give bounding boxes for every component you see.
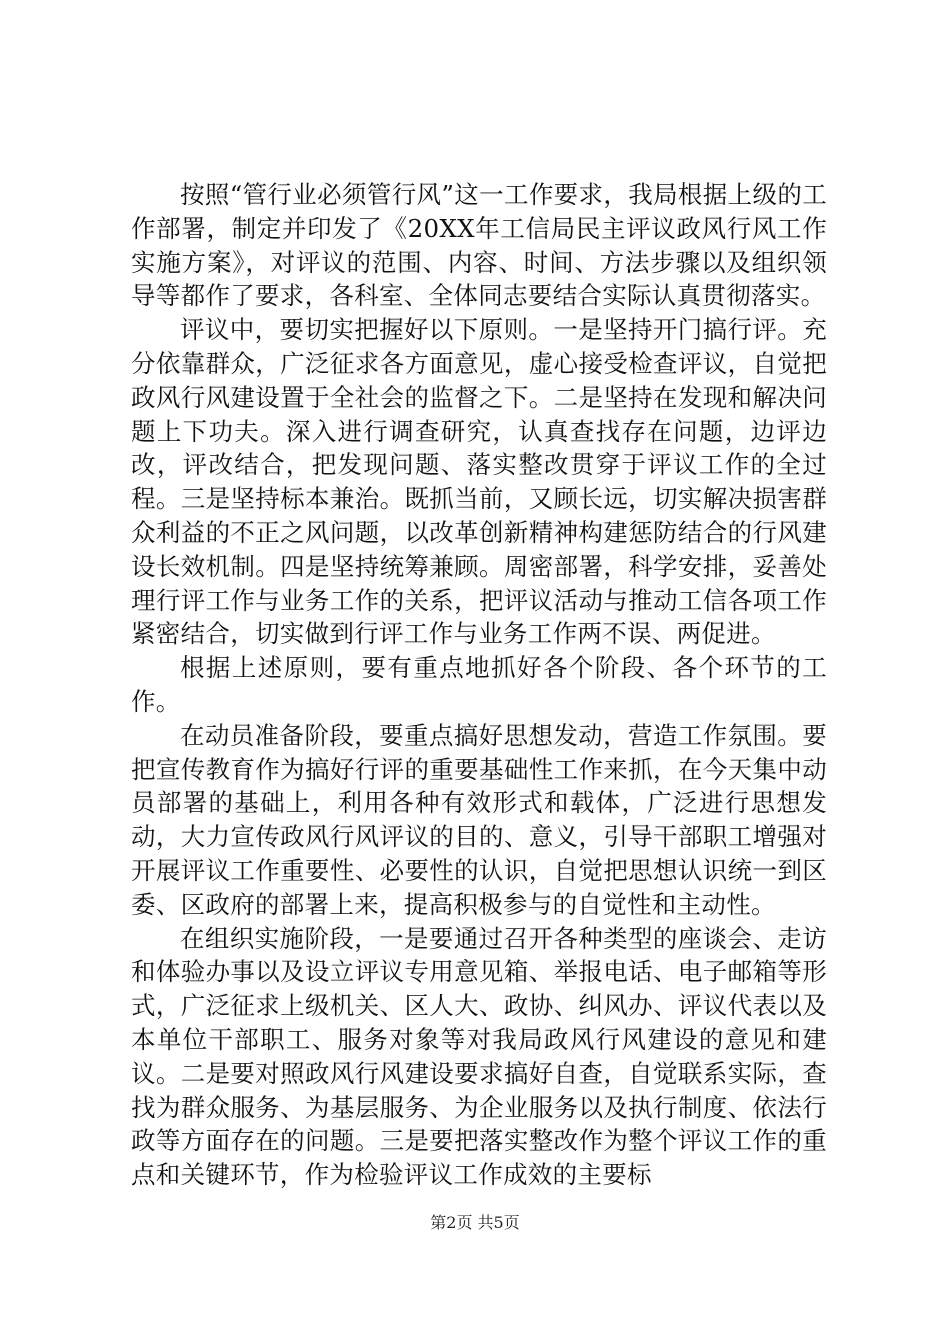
paragraph-2: 评议中，要切实把握好以下原则。一是坚持开门搞行评。充分依靠群众，广泛征求各方面意见，虚心接受检查评议，自觉把政风行风建设置于全社会的监督之下。二是坚持在发现和解决问题上下功夫。深入进行调查研究，认真查找存在问题，边评边改，评改结合，把发现问题、落实整改贯穿于评议工作的全过程。三是坚持标本兼治。既抓当前，又顾长远，切实解决损害群众利益的不正之风问题，以改革创新精神构建惩防结合的行风建设长效机制。四是坚持统筹兼顾。周密部署，科学安排，妥善处理行评工作与业务工作的关系，把评议活动与推动工信各项工作紧密结合，切实做到行评工作与业务工作两不误、两促进。 xyxy=(131,315,827,649)
paragraph-4: 在动员准备阶段，要重点搞好思想发动，营造工作氛围。要把宣传教育作为搞好行评的重要基础性工作来抓，在今天集中动员部署的基础上，利用各种有效形式和载体，广泛进行思想发动，大力宣传政风行风评议的目的、意义，引导干部职工增强对开展评议工作重要性、必要性的认识，自觉把思想认识统一到区委、区政府的部署上来，提高积极参与的自觉性和主动性。 xyxy=(131,720,827,919)
document-body xyxy=(131,178,827,1192)
paragraph-5: 在组织实施阶段，一是要通过召开各种类型的座谈会、走访和体验办事以及设立评议专用意见箱、举报电话、电子邮箱等形式，广泛征求上级机关、区人大、政协、纠风办、评议代表以及本单位干部职工、服务对象等对我局政风行风建设的意见和建议。二是要对照政风行风建设要求搞好自查，自觉联系实际，查找为群众服务、为基层服务、为企业服务以及执行制度、依法行政等方面存在的问题。三是要把落实整改作为整个评议工作的重点和关键环节，作为检验评议工作成效的主要标 xyxy=(131,923,827,1190)
paragraph-3: 根据上述原则，要有重点地抓好各个阶段、各个环节的工作。 xyxy=(131,653,827,716)
paragraph-1: 按照“管行业必须管行风”这一工作要求，我局根据上级的工作部署，制定并印发了《20XX年工信局民主评议政风行风工作实施方案》，对评议的范围、内容、时间、方法步骤以及组织领导等都作了要求，各科室、全体同志要结合实际认真贯彻落实。 xyxy=(131,180,827,311)
page-number-footer: 第2页 共5页 xyxy=(430,1213,520,1232)
